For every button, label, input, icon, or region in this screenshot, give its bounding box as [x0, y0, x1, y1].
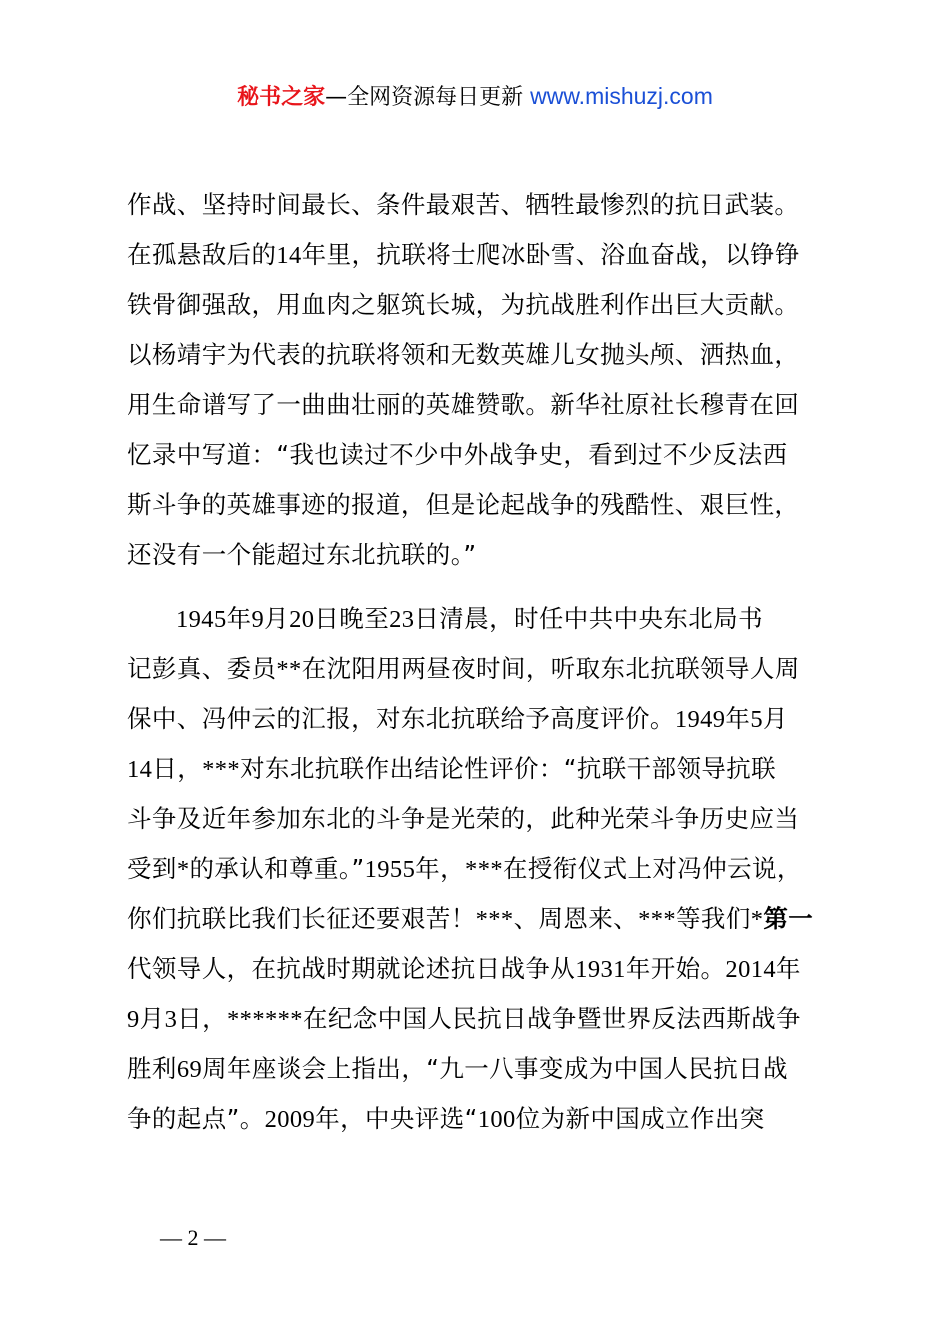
number-run: *	[750, 906, 764, 933]
text-run: 年	[226, 604, 252, 633]
number-run: ***	[202, 756, 241, 783]
text-line	[127, 594, 847, 644]
number-run: ******	[227, 1006, 303, 1033]
number-run: 1945	[176, 606, 227, 633]
number-run: 1931	[575, 956, 626, 983]
text-line	[127, 844, 847, 894]
number-run: 2009	[264, 1106, 316, 1133]
text-line	[127, 694, 847, 744]
text-run: 月	[139, 1004, 165, 1033]
site-header	[0, 78, 950, 116]
text-run: 在纪念中国人民抗日战争暨世界反法西斯战争	[302, 1004, 801, 1033]
text-run: 月	[762, 704, 788, 733]
text-run: 你们抗联比我们长征还要艰苦！	[127, 904, 476, 933]
text-line	[127, 180, 847, 230]
text-line	[127, 480, 847, 530]
text-run: 铁骨御强敌，用血肉之躯筑长城，为抗战胜利作出巨大贡献。	[127, 290, 800, 319]
number-run: *	[176, 856, 190, 883]
text-line	[127, 230, 847, 280]
text-run: 日晚至	[314, 604, 390, 633]
text-run: 周年座谈会上指出，“九一八事变成为中国人民抗日战	[202, 1054, 788, 1083]
text-line	[127, 280, 847, 330]
text-line	[127, 530, 847, 580]
number-run: ***	[638, 906, 677, 933]
text-run: 在孤悬敌后的	[127, 240, 277, 269]
text-run: 记彭真、委员	[127, 654, 277, 683]
text-run: 年，	[415, 854, 466, 883]
text-line	[127, 380, 847, 430]
number-run: 23	[389, 606, 415, 633]
text-run: 斯斗争的英雄事迹的报道，但是论起战争的残酷性、艰巨性，	[127, 490, 800, 519]
bold-run: 第一	[763, 904, 814, 933]
text-run: 年开始。	[625, 954, 726, 983]
text-run: 保中、冯仲云的汇报，对东北抗联给予高度评价。	[127, 704, 675, 733]
number-run: ***	[475, 906, 514, 933]
text-line	[127, 944, 847, 994]
text-run: 年	[776, 954, 801, 983]
text-run: 、周恩来、	[513, 904, 639, 933]
text-run: 代领导人，在抗战时期就论述抗日战争从	[127, 954, 576, 983]
site-tagline: —全网资源每日更新	[325, 85, 524, 110]
text-line	[127, 1094, 847, 1144]
number-run: 20	[289, 606, 315, 633]
number-run: 1955	[364, 856, 416, 883]
site-url[interactable]: www.mishuzj.com	[530, 83, 713, 109]
site-brand: 秘书之家	[237, 85, 326, 110]
number-run: 3	[164, 1006, 178, 1033]
text-run: 斗争及近年参加东北的斗争是光荣的，此种光荣斗争历史应当	[127, 804, 800, 833]
number-run: **	[276, 656, 302, 683]
text-run: 胜利	[127, 1054, 177, 1083]
text-run: 的承认和尊重。”	[189, 854, 365, 883]
text-run: 日清晨，时任中共中央东北局书	[414, 604, 764, 633]
text-run: 作战、坚持时间最长、条件最艰苦、牺牲最惨烈的抗日武装。	[127, 190, 800, 219]
paragraph-gap	[127, 580, 847, 594]
text-run: 年里，抗联将士爬冰卧雪、浴血奋战，以铮铮	[301, 240, 800, 269]
text-line	[127, 1044, 847, 1094]
text-run: 还没有一个能超过东北抗联的。”	[127, 540, 477, 569]
text-run: 等我们	[676, 904, 751, 933]
text-run: 年，中央评选“	[315, 1104, 478, 1133]
number-run: 100	[477, 1106, 516, 1133]
text-run: 日，	[152, 754, 203, 783]
number-run: 1949	[674, 706, 726, 733]
page-number: — 2 —	[160, 1225, 226, 1250]
number-run: 9	[127, 1006, 140, 1033]
number-run: 2014	[725, 956, 777, 983]
number-run: 9	[251, 606, 265, 633]
text-run: 对东北抗联作出结论性评价：“抗联干部领导抗联	[240, 754, 777, 783]
text-line	[127, 994, 847, 1044]
document-body	[127, 180, 847, 1144]
number-run: 14	[276, 242, 302, 269]
text-run: 用生命谱写了一曲曲壮丽的英雄赞歌。新华社原社长穆青在回	[127, 390, 800, 419]
text-run: 位为新中国成立作出突	[515, 1104, 765, 1133]
text-line	[127, 744, 847, 794]
text-run: 忆录中写道：“我也读过不少中外战争史，看到过不少反法西	[127, 440, 788, 469]
text-line	[127, 894, 847, 944]
text-line	[127, 430, 847, 480]
text-run: 受到	[127, 854, 177, 883]
text-run: 月	[264, 604, 290, 633]
text-line	[127, 794, 847, 844]
text-line	[127, 330, 847, 380]
text-run: 以杨靖宇为代表的抗联将领和无数英雄儿女抛头颅、洒热血，	[127, 340, 800, 369]
number-run: 5	[750, 706, 763, 733]
number-run: ***	[465, 856, 503, 883]
text-run: 日，	[177, 1004, 228, 1033]
text-run: 争的起点”。	[127, 1104, 265, 1133]
text-run: 年	[725, 704, 751, 733]
number-run: 14	[127, 756, 153, 783]
text-run: 在授衔仪式上对冯仲云说，	[503, 854, 802, 883]
number-run: 69	[176, 1056, 203, 1083]
text-line	[127, 644, 847, 694]
text-run: 在沈阳用两昼夜时间，听取东北抗联领导人周	[301, 654, 800, 683]
